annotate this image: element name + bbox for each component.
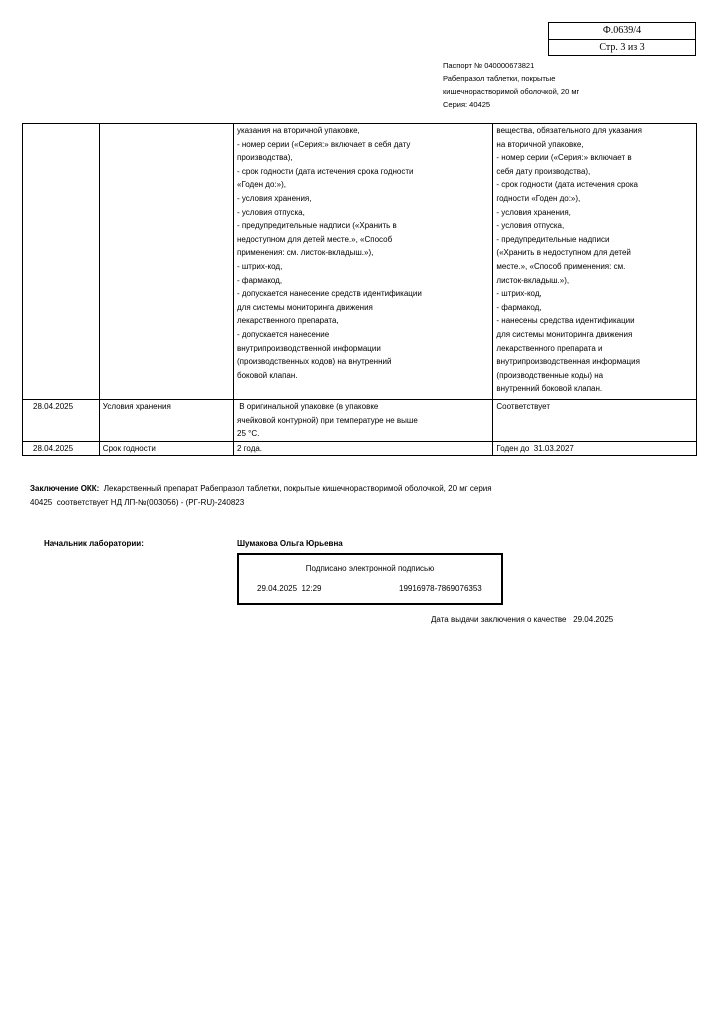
text-line: - условия отпуска, <box>237 207 305 217</box>
issue-date: Дата выдачи заключения о качестве 29.04.2025 <box>431 615 614 624</box>
text-line: лекарственного препарата и <box>496 343 603 353</box>
signature-title: Подписано электронной подписью <box>305 564 435 573</box>
parameter-cell: Условия хранения <box>99 400 233 442</box>
text-line: ячейковой контурной) при температуре не выше <box>237 415 418 425</box>
text-line: (производственных кодов) на внутренний <box>237 357 392 367</box>
series-number: Серия: 40425 <box>443 100 491 109</box>
text-line: производства), <box>237 153 293 163</box>
text-line: - условия хранения, <box>496 207 571 217</box>
text-line: листок-вкладыш.»), <box>496 275 570 285</box>
passport-info <box>443 59 579 111</box>
text-line: - нанесены средства идентификации <box>496 316 635 326</box>
result-cell: Соответствует <box>493 400 697 442</box>
date-cell: 28.04.2025 <box>23 400 100 442</box>
text-line: вещества, обязательного для указания <box>496 126 642 135</box>
text-line: - предупредительные надписи <box>496 234 610 244</box>
text-line: («Хранить в недоступном для детей <box>496 248 631 258</box>
product-name-line2: кишечнорастворимой оболочкой, 20 мг <box>443 87 580 96</box>
text-line: «Годен до:»), <box>237 180 286 190</box>
product-name-line1: Рабепразол таблетки, покрытые <box>443 74 556 83</box>
text-line: - допускается нанесение средств идентификации <box>237 289 422 299</box>
text-line: - штрих-код, <box>496 289 542 299</box>
text-line: внутренний боковой клапан. <box>496 384 603 394</box>
parameter-cell: Срок годности <box>99 441 233 456</box>
form-code: Ф.0639/4 <box>602 25 642 36</box>
text-line: (производственные коды) на <box>496 370 604 380</box>
requirement-cell <box>234 400 493 442</box>
table-row <box>23 124 697 400</box>
signer-name: Шумакова Ольга Юрьевна <box>237 539 343 548</box>
passport-number: Паспорт № 040000673821 <box>443 61 535 70</box>
text-line: - условия отпуска, <box>496 221 565 231</box>
form-code-box <box>548 22 696 56</box>
text-line: боковой клапан. <box>237 370 298 380</box>
text-line: для системы мониторинга движения <box>496 329 633 339</box>
conclusion-label: Заключение ОКК: <box>30 484 100 493</box>
conclusion <box>30 482 590 510</box>
text-line: - допускается нанесение <box>237 329 330 339</box>
text-line: - фармакод, <box>496 302 542 312</box>
date-cell: 28.04.2025 <box>23 441 100 456</box>
table-row <box>23 441 697 456</box>
text-line: недоступном для детей месте.», «Способ <box>237 234 393 244</box>
position-title: Начальник лаборатории: <box>44 539 144 548</box>
text-line: лекарственного препарата, <box>237 316 339 326</box>
result-cell <box>493 124 697 400</box>
signature-certificate: 19916978-7869076353 <box>399 584 482 593</box>
text-line: - номер серии («Серия:» включает в себя дату <box>237 139 411 149</box>
text-line: - номер серии («Серия:» включает в <box>496 153 632 163</box>
results-table <box>22 123 697 456</box>
conclusion-text-line2: 40425 соответствует НД ЛП-№(003056) - (РГ-RU)-240823 <box>30 498 245 507</box>
electronic-signature-box <box>237 553 503 605</box>
text-line: себя дату производства), <box>496 166 591 176</box>
text-line: - штрих-код, <box>237 261 283 271</box>
text-line: внутрипроизводственной информации <box>237 343 381 353</box>
text-line: внутрипроизводственная информация <box>496 357 640 367</box>
text-line: для системы мониторинга движения <box>237 302 373 312</box>
conclusion-text-line1: Лекарственный препарат Рабепразол таблетки, покрытые кишечнорастворимой оболочкой, 20 мг серия <box>99 484 492 493</box>
text-line: - срок годности (дата истечения срока <box>496 180 638 190</box>
signature-datetime: 29.04.2025 12:29 <box>257 584 322 593</box>
parameter-cell <box>99 124 233 400</box>
text-line: В оригинальной упаковке (в упаковке <box>237 402 379 411</box>
text-line: годности «Годен до:»), <box>496 193 581 203</box>
text-line: месте.», «Способ применения: см. <box>496 261 626 271</box>
text-line: на вторичной упаковке, <box>496 139 584 149</box>
text-line: - срок годности (дата истечения срока годности <box>237 166 414 176</box>
requirement-cell: 2 года. <box>234 441 493 456</box>
text-line: - условия хранения, <box>237 193 312 203</box>
text-line: указания на вторичной упаковке, <box>237 126 360 135</box>
table-row <box>23 400 697 442</box>
date-cell <box>23 124 100 400</box>
requirement-cell <box>234 124 493 400</box>
page-number: Стр. 3 из 3 <box>549 39 695 56</box>
text-line: - предупредительные надписи («Хранить в <box>237 221 397 231</box>
text-line: 25 °С. <box>237 429 260 439</box>
text-line: - фармакод, <box>237 275 283 285</box>
result-cell: Годен до 31.03.2027 <box>493 441 697 456</box>
text-line: применения: см. листок-вкладыш.»), <box>237 248 374 258</box>
